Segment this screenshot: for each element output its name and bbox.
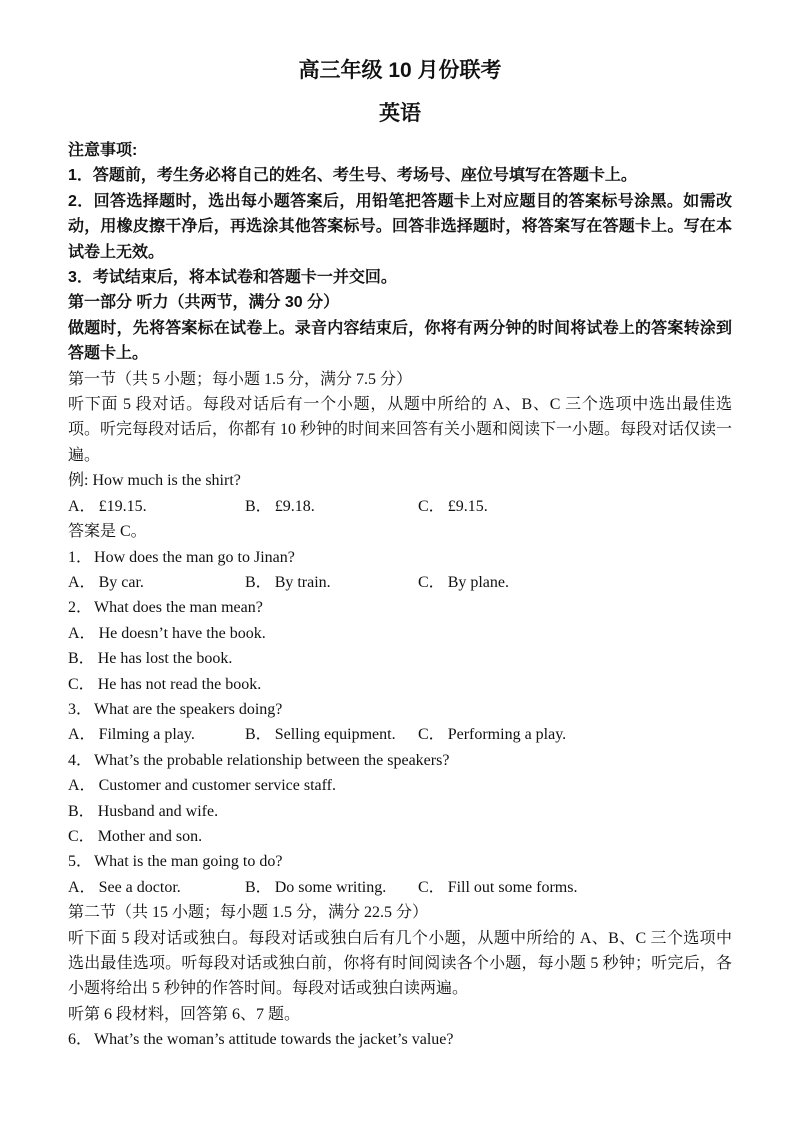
option-a: A． See a doctor. (68, 878, 181, 896)
part1-note: 做题时，先将答案标在试卷上。录音内容结束后，你将有两分钟的时间将试卷上的答案转涂到答题卡上。 (68, 319, 732, 363)
notice-section (68, 138, 732, 290)
option-b: B． By train. (245, 573, 331, 591)
option-a: A． By car. (68, 573, 144, 591)
option-c: C． Performing a play. (418, 726, 567, 744)
question-2-option-a: A． He doesn’t have the book. (68, 624, 266, 642)
section2-material-intro: 听第 6 段材料，回答第 6、7 题。 (68, 1005, 301, 1023)
section1-heading: 第一节（共 5 小题；每小题 1.5 分，满分 7.5 分） (68, 370, 413, 388)
example-option-a: A． £19.15. (68, 497, 147, 515)
question-3-options (68, 722, 732, 747)
example-options (68, 494, 732, 519)
section2-heading: 第二节（共 15 小题；每小题 1.5 分，满分 22.5 分） (68, 904, 429, 922)
question-4-option-a: A． Customer and customer service staff. (68, 777, 336, 795)
option-c: C． Fill out some forms. (418, 878, 578, 896)
question-1-options (68, 570, 732, 595)
example-option-b: B． £9.18. (245, 497, 315, 515)
section2-instruction: 听下面 5 段对话或独白。每段对话或独白后有几个小题，从题中所给的 A、B、C 三个选项中选出最佳选项。听每段对话或独白前，你将有时间阅读各个小题，每小题 5 秒钟；听完后，各小题将给出 5 秒钟的作答时间。每段对话或独白读两遍。 (68, 929, 732, 998)
example-question: 例: How much is the shirt? (68, 472, 241, 490)
part1-heading: 第一部分 听力（共两节，满分 30 分） (68, 294, 340, 312)
question-4: 4． What’s the probable relationship between the speakers? (68, 751, 450, 769)
option-b: B． Selling equipment. (245, 726, 396, 744)
option-b: B． Do some writing. (245, 878, 387, 896)
question-2: 2． What does the man mean? (68, 599, 263, 617)
notice-item-3: 3．考试结束后，将本试卷和答题卡一并交回。 (68, 269, 397, 287)
question-5: 5． What is the man going to do? (68, 853, 283, 871)
question-4-option-b: B． Husband and wife. (68, 802, 219, 820)
option-c: C． By plane. (418, 573, 510, 591)
notice-heading: 注意事项: (68, 142, 138, 159)
notice-item-1: 1．答题前，考生务必将自己的姓名、考生号、考场号、座位号填写在答题卡上。 (68, 167, 637, 185)
question-5-options (68, 875, 732, 900)
example-option-c: C． £9.15. (418, 497, 488, 515)
question-3: 3． What are the speakers doing? (68, 700, 283, 718)
exam-subject: 英语 (379, 102, 421, 125)
exam-title: 高三年级 10 月份联考 (298, 59, 502, 82)
question-4-option-c: C． Mother and son. (68, 827, 203, 845)
option-a: A． Filming a play. (68, 726, 195, 744)
question-2-option-b: B． He has lost the book. (68, 650, 233, 668)
example-answer: 答案是 C。 (68, 523, 147, 541)
notice-item-2: 2．回答选择题时，选出每小题答案后，用铅笔把答题卡上对应题目的答案标号涂黑。如需改动，用橡皮擦干净后，再选涂其他答案标号。回答非选择题时，将答案写在答题卡上。写在本试卷上无效。 (68, 192, 732, 261)
question-2-option-c: C． He has not read the book. (68, 675, 262, 693)
question-6: 6． What’s the woman’s attitude towards the jacket’s value? (68, 1031, 454, 1049)
question-1: 1． How does the man go to Jinan? (68, 548, 295, 566)
section1-instruction: 听下面 5 段对话。每段对话后有一个小题，从题中所给的 A、B、C 三个选项中选出最佳选项。听完每段对话后，你都有 10 秒钟的时间来回答有关小题和阅读下一小题。每段对话仅读一遍。 (68, 396, 733, 464)
